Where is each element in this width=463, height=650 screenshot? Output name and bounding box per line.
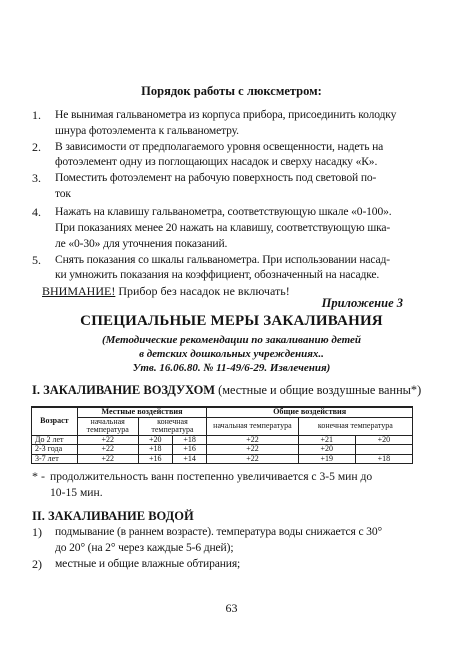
section-air-rest: (местные и общие воздушные ванны*)	[215, 383, 422, 397]
attention-label: ВНИМАНИЕ!	[42, 284, 116, 298]
water-item-line: местные и общие влажные обтирания;	[55, 557, 241, 570]
table-row	[32, 454, 413, 464]
appendix-label: Приложение 3	[321, 296, 403, 310]
step-number: 5.	[32, 253, 41, 267]
table-cell: +19	[298, 454, 355, 464]
section-water-title: II. ЗАКАЛИВАНИЕ ВОДОЙ	[32, 509, 194, 523]
attention-text: Прибор без насадок не включать!	[115, 284, 290, 298]
age-cell: 2-3 года	[32, 445, 78, 455]
step-text-line: Поместить фотоэлемент на рабочую поверхность под световой по-	[55, 171, 377, 184]
footnote-line: продолжительность ванн постепенно увеличивается с 3-5 мин до	[50, 470, 373, 483]
general-group-header: Общие воздействия	[207, 407, 413, 417]
water-item-line: подмывание (в раннем возрасте). температура воды снижается с 30°	[55, 525, 382, 538]
water-item-number: 1)	[32, 525, 42, 539]
step-text-line: ле «0-30» для уточнения показаний.	[55, 237, 228, 250]
general-initial-header: начальная температура	[207, 417, 298, 435]
section-water-heading	[32, 509, 194, 524]
hardening-title: СПЕЦИАЛЬНЫЕ МЕРЫ ЗАКАЛИВАНИЯ	[80, 313, 383, 329]
page-number: 63	[225, 601, 238, 615]
table-cell: +18	[355, 454, 412, 464]
table-cell: +16	[138, 454, 172, 464]
local-final-header: конечная температура	[138, 417, 207, 435]
subtitle-line: (Методические рекомендации по закаливанию детей	[102, 334, 361, 346]
local-initial-header: начальная температура	[77, 417, 138, 435]
luxmeter-procedure-title: Порядок работы с люксметром:	[141, 84, 322, 98]
step-number: 3.	[32, 171, 41, 185]
table-cell: +16	[172, 445, 206, 455]
step-text-line: При показаниях менее 20 нажать на клавишу, соответствующую шка-	[55, 221, 391, 234]
step-text-line: Нажать на клавишу гальванометра, соответствующую шкале «0-100».	[55, 205, 392, 218]
air-bath-temperature-table	[31, 406, 413, 464]
step-text-line: шнура фотоэлемента к гальванометру.	[55, 124, 239, 137]
footnote-line: 10-15 мин.	[50, 486, 103, 499]
table-cell: +18	[172, 435, 206, 445]
table-cell: +22	[207, 445, 298, 455]
attention-note	[42, 284, 290, 299]
subtitle-line: в детских дошкольных учреждениях..	[139, 348, 324, 360]
table-cell: +18	[138, 445, 172, 455]
step-text-line: фотоэлемент одну из поглощающих насадок и сверху насадку «К».	[55, 155, 378, 168]
step-text-line: Не вынимая гальванометра из корпуса прибора, присоединить колодку	[55, 108, 397, 121]
local-group-header: Местные воздействия	[77, 407, 207, 417]
table-cell: +22	[207, 435, 298, 445]
table-cell: +22	[77, 445, 138, 455]
water-item-number: 2)	[32, 557, 42, 571]
step-text-line: ток	[55, 187, 71, 200]
table-cell	[355, 445, 412, 455]
subtitle-line: Утв. 16.06.80. № 11-49/6-29. Извлечения)	[132, 362, 331, 374]
age-cell: До 2 лет	[32, 435, 78, 445]
water-item-line: до 20° (на 2° через каждые 5-6 дней);	[55, 541, 234, 554]
table-cell: +22	[77, 454, 138, 464]
step-text-line: Снять показания со шкалы гальванометра. При использовании насад-	[55, 253, 390, 266]
table-cell: +21	[298, 435, 355, 445]
step-text-line: В зависимости от предполагаемого уровня освещенности, надеть на	[55, 140, 384, 153]
table-row	[32, 435, 413, 445]
age-cell: 3-7 лет	[32, 454, 78, 464]
table-cell: +22	[77, 435, 138, 445]
general-final-header: конечная температура	[298, 417, 412, 435]
section-air-title: I. ЗАКАЛИВАНИЕ ВОЗДУХОМ	[32, 383, 216, 397]
footnote-mark: * -	[32, 469, 45, 483]
step-number: 2.	[32, 140, 41, 154]
section-air-heading	[32, 383, 421, 398]
step-text-line: ки умножить показания на коэффициент, обозначенный на насадке.	[55, 268, 380, 281]
table-row	[32, 445, 413, 455]
age-header: Возраст	[32, 407, 78, 435]
step-number: 1.	[32, 108, 41, 122]
table-cell: +20	[298, 445, 355, 455]
table-cell: +20	[138, 435, 172, 445]
table-cell: +14	[172, 454, 206, 464]
table-cell: +22	[207, 454, 298, 464]
table-cell: +20	[355, 435, 412, 445]
step-number: 4.	[32, 205, 41, 219]
